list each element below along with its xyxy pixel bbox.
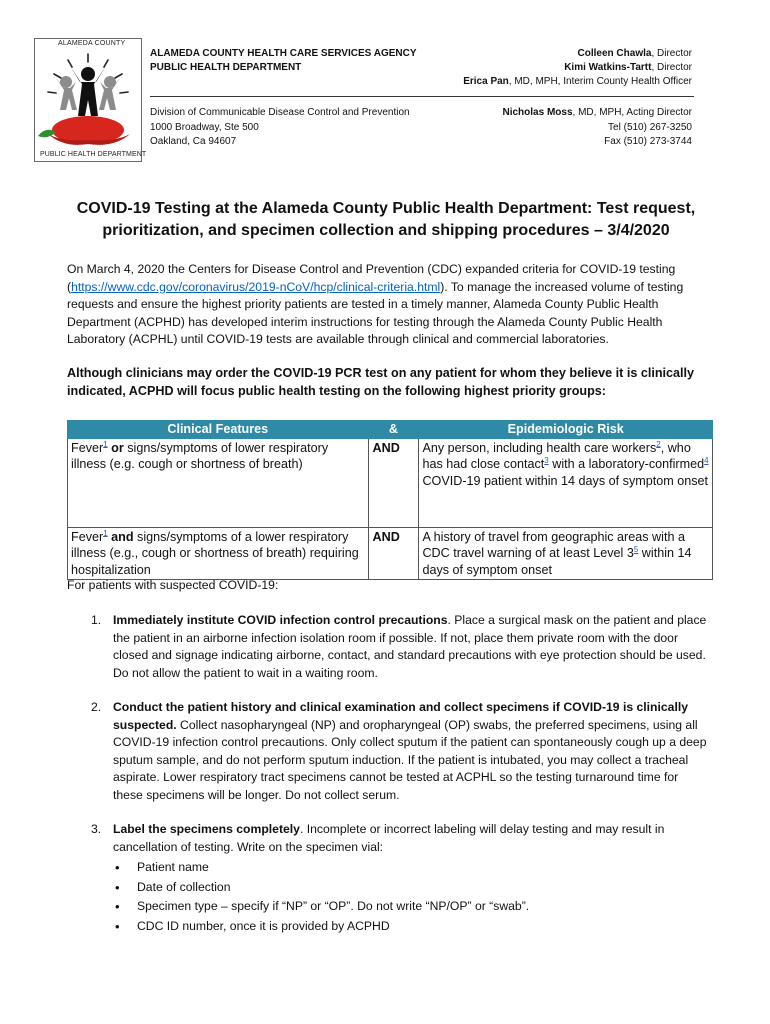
procedure-steps bbox=[67, 612, 707, 936]
footnote-link[interactable]: 4 bbox=[704, 455, 709, 465]
directors-block bbox=[463, 47, 692, 89]
col-epidemiologic-risk: Epidemiologic Risk bbox=[419, 421, 713, 439]
document-title: COVID-19 Testing at the Alameda County Public Health Department: Test request, prioritization, and specimen collection and shipping procedures – 3/4/2020 bbox=[76, 200, 696, 239]
testing-criteria-table bbox=[67, 420, 713, 580]
table-header-row bbox=[68, 421, 713, 439]
footnote-link[interactable]: 1 bbox=[103, 528, 108, 538]
fax: Fax (510) 273-3744 bbox=[604, 136, 692, 147]
division-address bbox=[150, 106, 410, 150]
operator-cell: AND bbox=[368, 438, 419, 527]
step-text: . Place a surgical mask on the patient and place the patient in an airborne infection isolation room if possible. If not, place them private room with the door closed and signage indicating airborne, contact, and standard precautions with eye protection should be used. Do not allow the patient to wait in a waiting room. bbox=[113, 613, 707, 680]
list-item: • Specimen type – specify if “NP” or “OP”. Do not write “NP/OP” or “swab”. bbox=[113, 897, 707, 917]
step-heading: Immediately institute COVID infection control precautions bbox=[113, 613, 448, 627]
step-heading: Conduct the patient history and clinical examination and collect specimens if COVID-19 is clinically suspected. bbox=[113, 700, 688, 732]
agency-block bbox=[150, 47, 417, 75]
step-number: 1. bbox=[91, 613, 102, 627]
contact-block bbox=[503, 106, 693, 150]
logo-caption-top: ALAMEDA COUNTY bbox=[58, 40, 126, 47]
footnote-link[interactable]: 2 bbox=[656, 439, 661, 449]
intro-paragraph: On March 4, 2020 the Centers for Disease Control and Prevention (CDC) expanded criteria for COVID-19 testing (https://www.cdc.gov/coronavirus/2019-nCoV/hcp/clinical-criteria.html). To manage the increased volume of testing requests and ensure the highest priority patients are tested in a timely manner, Alameda County Public Health Department (ACPHD) has developed interim instructions for testing through the Alameda County Public Health Laboratory (ACPHL) until COVID-19 tests are available through clinical and commercial laboratories. bbox=[67, 262, 684, 346]
list-item bbox=[67, 612, 707, 682]
table-row bbox=[68, 527, 713, 580]
footnote-link[interactable]: 3 bbox=[544, 455, 549, 465]
step-text: Collect nasopharyngeal (NP) and oropharyngeal (OP) swabs, the preferred specimens, using all COVID-19 infection control precautions. Only collect sputum if the patient can spontaneously cough up a deep sputum sample, and do not perform sputum induction. If the patient is intubated, you may collect a tracheal aspirate. Lower respiratory tract specimens cannot be tested at ACPHL so the testing turnaround time for these specimens will be longer. Do not collect serum. bbox=[113, 717, 707, 802]
col-clinical-features: Clinical Features bbox=[68, 421, 369, 439]
step-text: . Incomplete or incorrect labeling will delay testing and may result in cancellation of testing. Write on the specimen vial: bbox=[113, 822, 665, 854]
cdc-criteria-link[interactable]: https://www.cdc.gov/coronavirus/2019-nCoV/hcp/clinical-criteria.html bbox=[71, 279, 441, 294]
list-item bbox=[67, 821, 707, 936]
list-item: • Patient name bbox=[113, 858, 707, 878]
table-row bbox=[68, 438, 713, 527]
logo-caption-bottom: PUBLIC HEALTH DEPARTMENT bbox=[40, 151, 147, 158]
address-line-2: Oakland, Ca 94607 bbox=[150, 136, 237, 147]
clinical-cell: Fever$^1$ or signs/symptoms of lower respiratory illness (e.g. cough or shortness of breath) bbox=[68, 438, 369, 527]
operator-cell: AND bbox=[368, 527, 419, 580]
label-requirements bbox=[113, 858, 707, 936]
footnote-link[interactable]: 1 bbox=[103, 439, 108, 449]
step-number: 3. bbox=[91, 822, 102, 836]
acting-director: Nicholas Moss, MD, MPH, Acting Director bbox=[502, 107, 692, 118]
step-number: 2. bbox=[91, 700, 102, 714]
epi-risk-cell: Any person, including health care workers$^2$, who has had close contact$^3$ with a laboratory-confirmed$^4$ COVID-19 patient within 14 days of symptom onset bbox=[419, 438, 713, 527]
list-item: • CDC ID number, once it is provided by ACPHD bbox=[113, 917, 707, 937]
public-health-logo bbox=[34, 38, 142, 162]
list-item: • Date of collection bbox=[113, 878, 707, 898]
for-patients-heading: For patients with suspected COVID-19: bbox=[67, 578, 279, 592]
director-1: Colleen Chawla, Director bbox=[577, 48, 692, 59]
telephone: Tel (510) 267-3250 bbox=[608, 121, 692, 133]
step-heading: Label the specimens completely bbox=[113, 822, 300, 836]
agency-name: ALAMEDA COUNTY HEALTH CARE SERVICES AGENCY bbox=[150, 48, 417, 59]
priority-statement: Although clinicians may order the COVID-19 PCR test on any patient for whom they believe it is clinically indicated, ACPHD will focus public health testing on the following highest priority groups: bbox=[67, 366, 695, 398]
director-2: Kimi Watkins-Tartt, Director bbox=[564, 62, 692, 73]
footnote-link[interactable]: 5 bbox=[633, 544, 639, 554]
health-officer: Erica Pan, MD, MPH, Interim County Health Officer bbox=[463, 76, 692, 87]
department-name: PUBLIC HEALTH DEPARTMENT bbox=[150, 62, 302, 73]
epi-risk-cell: A history of travel from geographic areas with a CDC travel warning of at least Level 3$^5$ within 14 days of symptom onset bbox=[419, 527, 713, 580]
address-line-1: 1000 Broadway, Ste 500 bbox=[150, 121, 259, 133]
header-divider bbox=[150, 96, 694, 97]
list-item bbox=[67, 699, 707, 804]
division-name: Division of Communicable Disease Control and Prevention bbox=[150, 107, 410, 118]
clinical-cell: Fever$^1$ and signs/symptoms of a lower respiratory illness (e.g., cough or shortness of breath) requiring hospitalization bbox=[68, 527, 369, 580]
col-ampersand: & bbox=[368, 421, 419, 439]
